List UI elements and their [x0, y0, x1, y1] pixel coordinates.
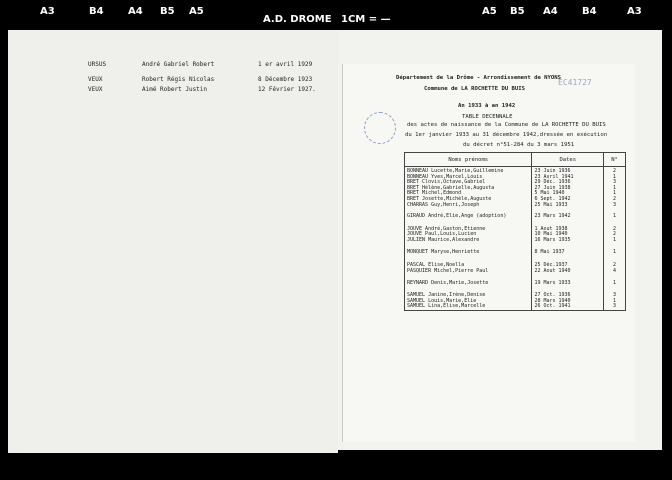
- name-cell: SAMUEL Janine,Irène,Denise: [405, 293, 532, 299]
- date-cell: 19 Mars 1933: [532, 281, 604, 287]
- number-cell: 1: [604, 250, 626, 256]
- table-title: TABLE DECENNALE: [462, 114, 513, 120]
- entry-surname: URSUS: [88, 61, 107, 68]
- date-cell: 25 Mai 1933: [532, 203, 604, 209]
- scale-label-a4-right: A4: [543, 6, 558, 17]
- date-cell: 27 Juin 1938: [532, 186, 604, 192]
- entry-surname: VEUX: [88, 76, 103, 83]
- name-cell: BRET Josette,Michèle,Auguste: [405, 197, 532, 203]
- date-cell: 10 Mai 1940: [532, 232, 604, 238]
- name-cell: BRET Clovis,Octave,Gabriel: [405, 180, 532, 186]
- entry-names: Robert Régis Nicolas: [142, 76, 215, 83]
- column-header-dates: Dates: [532, 153, 604, 167]
- period-heading: An 1933 à an 1942: [458, 103, 516, 109]
- date-cell: 23 Mars 1942: [532, 214, 604, 220]
- number-cell: 2: [604, 197, 626, 203]
- name-cell: SAMUEL Lina,Elise,Marcelle: [405, 304, 532, 310]
- name-cell: BRET Michel,Edmond: [405, 191, 532, 197]
- scale-label-b4-left: B4: [89, 6, 104, 17]
- date-cell: 28 Mars 1940: [532, 299, 604, 305]
- number-cell: 3: [604, 180, 626, 186]
- decree-reference: du décret n°51-284 du 3 mars 1951: [463, 142, 575, 148]
- date-cell: 8 Mai 1937: [532, 250, 604, 256]
- archive-stamp: [364, 112, 396, 144]
- entry-names: Aimé Robert Justin: [142, 86, 208, 93]
- date-cell: 29 Déc. 1936: [532, 180, 604, 186]
- number-cell: 2: [604, 227, 626, 233]
- scale-label-b5-left: B5: [160, 6, 175, 17]
- date-cell: 23 Juin 1936: [532, 169, 604, 175]
- scale-label-a3-right: A3: [627, 6, 642, 17]
- title-line: du 1er janvier 1933 au 31 décembre 1942,dressée en exécution: [405, 132, 608, 138]
- date-cell: 1 Aout 1938: [532, 227, 604, 233]
- archive-label: A.D. DROME: [263, 14, 332, 25]
- date-cell: 27 Oct. 1936: [532, 293, 604, 299]
- name-cell: JULIEN Maurice,Alexandre: [405, 238, 532, 244]
- number-cell: 3: [604, 203, 626, 209]
- date-cell: 26 Oct. 1941: [532, 304, 604, 310]
- name-cell: JOUVE Paul,Louis,Lucien: [405, 232, 532, 238]
- number-cell: 1: [604, 175, 626, 181]
- scale-cm-label: 1CM = —: [341, 14, 391, 25]
- number-cell: 3: [604, 293, 626, 299]
- date-cell: 23 Avril 1941: [532, 175, 604, 181]
- department-header: Département de la Drôme - Arrondissement de NYONS: [396, 75, 562, 81]
- title-line: des actes de naissance de la Commune de LA ROCHETTE DU BUIS: [407, 122, 606, 128]
- name-cell: BONNEAU Lucette,Marie,Guillemine: [405, 169, 532, 175]
- name-cell: PASCAL Elise,Noella: [405, 263, 532, 269]
- date-cell: 25 Déc.1937: [532, 263, 604, 269]
- number-cell: 4: [604, 269, 626, 275]
- entry-date: 12 Février 1927.: [258, 86, 316, 93]
- date-cell: 16 Mars 1935: [532, 238, 604, 244]
- date-cell: 6 Sept. 1942: [532, 197, 604, 203]
- name-cell: BRET Hélène,Gabrielle,Augusta: [405, 186, 532, 192]
- entry-names: André Gabriel Robert: [142, 61, 215, 68]
- number-cell: 1: [604, 281, 626, 287]
- scale-label-b5-right: B5: [510, 6, 525, 17]
- scale-label-a4-left: A4: [128, 6, 143, 17]
- name-cell: SAMUEL Louis,Marie,Elie: [405, 299, 532, 305]
- left-page: [8, 30, 338, 453]
- entry-surname: VEUX: [88, 86, 103, 93]
- name-cell: REYNARD Denis,Marie,Josette: [405, 281, 532, 287]
- date-cell: 22 Aout 1940: [532, 269, 604, 275]
- number-cell: 2: [604, 263, 626, 269]
- name-cell: MONQUET Maryse,Henriette: [405, 250, 532, 256]
- column-header-names: Noms prénoms: [405, 153, 532, 167]
- register-table: [404, 152, 626, 311]
- date-cell: 5 Mai 1940: [532, 191, 604, 197]
- scale-label-b4-right: B4: [582, 6, 597, 17]
- archive-reference: EC41727: [558, 78, 592, 87]
- name-cell: CHARRAS Guy,Henri,Joseph: [405, 203, 532, 209]
- number-cell: 1: [604, 214, 626, 220]
- scale-label-a5-right: A5: [482, 6, 497, 17]
- name-cell: GIRAUD André,Elie,Ange (adoption): [405, 214, 532, 220]
- name-cell: BONNEAU Yves,Marcel,Louis: [405, 175, 532, 181]
- number-cell: 1: [604, 186, 626, 192]
- number-cell: 1: [604, 191, 626, 197]
- number-cell: 2: [604, 232, 626, 238]
- scale-label-a5-left: A5: [189, 6, 204, 17]
- name-cell: JOUVE André,Gaston,Etienne: [405, 227, 532, 233]
- entry-date: 1 er avril 1929: [258, 61, 313, 68]
- number-cell: 1: [604, 238, 626, 244]
- column-header-number: N°: [604, 153, 626, 167]
- commune-header: Commune de LA ROCHETTE DU BUIS: [424, 86, 526, 92]
- number-cell: 3: [604, 304, 626, 310]
- name-cell: PASQUIER Michel,Pierre Paul: [405, 269, 532, 275]
- entry-date: 8 Décembre 1923: [258, 76, 313, 83]
- scale-label-a3-left: A3: [40, 6, 55, 17]
- number-cell: 2: [604, 169, 626, 175]
- number-cell: 1: [604, 299, 626, 305]
- table-row: [405, 304, 626, 310]
